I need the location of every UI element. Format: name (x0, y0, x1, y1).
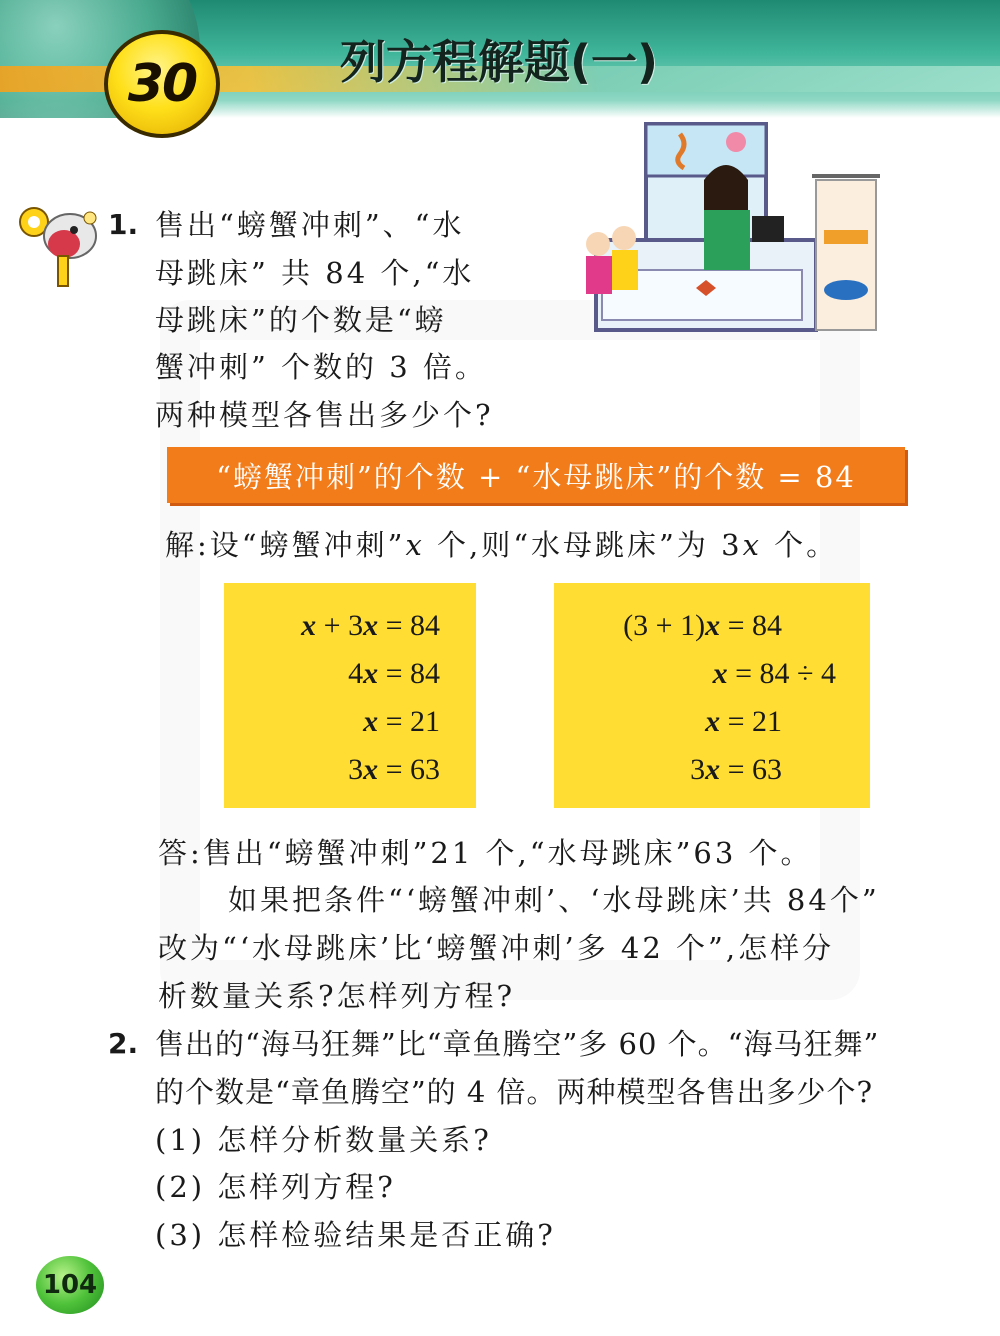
problem-2-line: 的个数是“章鱼腾空”的 4 倍。两种模型各售出多少个? (155, 1075, 874, 1109)
lesson-number: 30 (127, 54, 197, 114)
problem-1-line: 母跳床”的个数是“螃 (155, 303, 447, 337)
equation-box-method-b (554, 583, 870, 808)
equation-line: x = 84 ÷ 4 (712, 657, 836, 690)
equation-relation-banner: “螃蟹冲刺”的个数 + “水母跳床”的个数 = 84 (167, 447, 905, 503)
page-number-badge (36, 1256, 104, 1314)
followup-line: 如果把条件“‘螃蟹冲刺’、‘水母跳床’共 84个” (228, 883, 880, 917)
followup-line: 析数量关系?怎样列方程? (158, 979, 516, 1013)
problem-2-number: 2. (108, 1027, 139, 1060)
answer-line: 答:售出“螃蟹冲刺”21 个,“水母跳床”63 个。 (158, 836, 813, 870)
page-title: 列方程解题(一) (340, 35, 659, 89)
equation-line: x = 21 (705, 705, 782, 738)
page-number: 104 (42, 1270, 98, 1300)
subquestion: (2) 怎样列方程? (155, 1170, 396, 1204)
subquestion: (3) 怎样检验结果是否正确? (155, 1218, 556, 1252)
problem-1-line: 母跳床” 共 84 个,“水 (155, 256, 475, 290)
equation-line: (3 + 1)x = 84 (623, 609, 782, 642)
shop-illustration (576, 120, 896, 338)
problem-1-line: 售出“螃蟹冲刺”、“水 (155, 208, 465, 242)
equation-line: x + 3x = 84 (301, 609, 440, 642)
problem-1-number: 1. (108, 208, 139, 241)
equation-box-method-a (224, 583, 476, 808)
key-mascot-icon (14, 200, 106, 292)
problem-1-line: 蟹冲刺” 个数的 3 倍。 (155, 350, 487, 384)
subquestion: (1) 怎样分析数量关系? (155, 1123, 492, 1157)
equation-line: 3x = 63 (348, 753, 440, 786)
equation-line: 3x = 63 (690, 753, 782, 786)
followup-line: 改为“‘水母跳床’比‘螃蟹冲刺’多 42 个”,怎样分 (158, 931, 835, 965)
problem-1-line: 两种模型各售出多少个? (155, 398, 494, 432)
lesson-number-badge (104, 30, 220, 138)
problem-2-line: 售出的“海马狂舞”比“章鱼腾空”多 60 个。“海马狂舞” (155, 1027, 880, 1061)
equation-line: 4x = 84 (348, 657, 440, 690)
solution-setup: 解:设“螃蟹冲刺”x 个,则“水母跳床”为 3x 个。 (165, 528, 839, 562)
equation-line: x = 21 (363, 705, 440, 738)
